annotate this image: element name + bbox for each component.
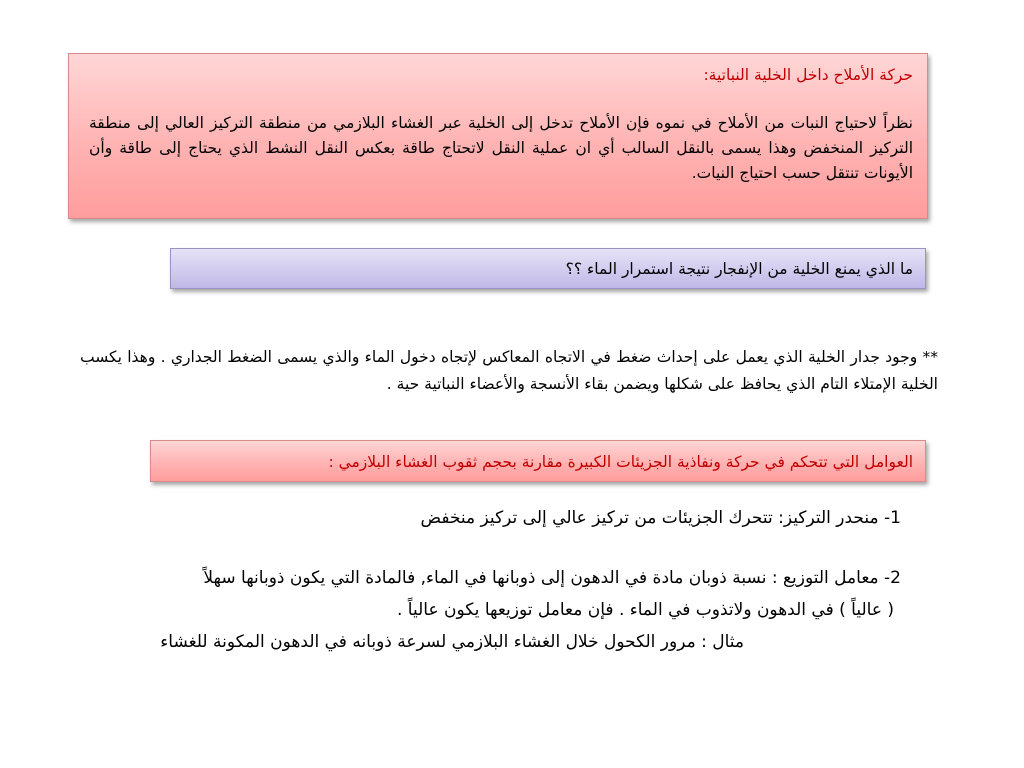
salt-movement-paragraph: نظراً لاحتياج النبات من الأملاح في نموه فإن الأملاح تدخل إلى الخلية عبر الغشاء البلازمي من منطقة التركيز العالي إلى منطقة التركيز المنخفض وهذا يسمى بالنقل السالب أي ان عملية النقل لاتحتاج طاقة بعكس النقل النشط الذي يحتاج إلى طاقة وأن الأيونات تنتقل حسب احتياج النيات.	[89, 114, 913, 182]
question-box: ما الذي يمنع الخلية من الإنفجار نتيجة استمرار الماء ؟؟	[170, 248, 926, 289]
factor-example: مثال : مرور الكحول خلال الغشاء البلازمي لسرعة ذوبانه في الدهون المكونة للغشاء	[160, 632, 744, 652]
factors-heading-box: العوامل التي تتحكم في حركة ونفاذية الجزيئات الكبيرة مقارنة بحجم ثقوب الغشاء البلازمي :	[150, 440, 926, 482]
factor-concentration-gradient: 1- منحدر التركيز: تتحرك الجزيئات من تركيز عالي إلى تركيز منخفض	[420, 508, 901, 528]
factor-partition-coefficient-continued: ( عالياً ) في الدهون ولاتذوب في الماء . فإن معامل توزيعها يكون عالياً .	[397, 600, 894, 620]
salt-movement-title: حركة الأملاح داخل الخلية النباتية:	[703, 66, 913, 84]
salt-movement-box	[68, 53, 928, 219]
factor-partition-coefficient: 2- معامل التوزيع : نسبة ذوبان مادة في الدهون إلى ذوبانها في الماء, فالمادة التي يكون ذوبانها سهلاً	[203, 568, 901, 588]
cell-wall-statement: ** وجود جدار الخلية الذي يعمل على إحداث ضغط في الاتجاه المعاكس لإتجاه دخول الماء والذي يسمى الضغط الجداري . وهذا يكسب الخلية الإمتلاء التام الذي يحافظ على شكلها ويضمن بقاء الأنسجة والأعضاء النباتية حية .	[80, 348, 938, 393]
